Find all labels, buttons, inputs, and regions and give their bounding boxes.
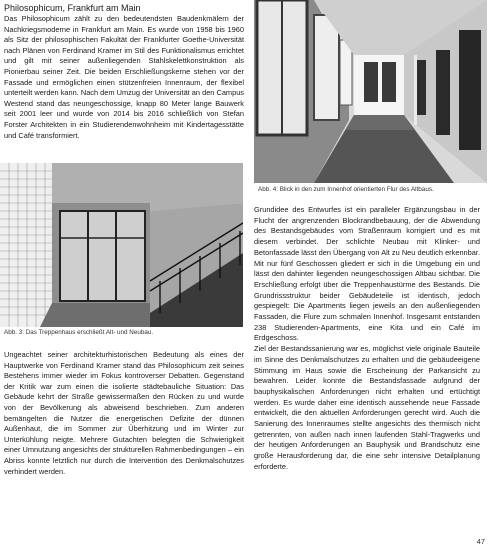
intro-column [4, 3, 244, 141]
left-bottom-column [4, 350, 244, 477]
caption-3: Abb. 3: Das Treppenhaus erschließt Alt- und Neubau. [4, 329, 154, 336]
right-column [254, 205, 480, 473]
design-paragraph: Grundidee des Entwurfes ist ein paralleler Ergänzungsbau in der Flucht der angrenzenden Blockrandbebauung, der die Abwendung des Bestandsgebäudes vom Straßenraum korrigiert und es mit diesem verbindet. Der schlichte Neubau mit Klinker- und Betonfassade lässt den Übergang von Alt zu Neu deutlich erkennbar. Mit nur fünf Geschossen gliedert er sich in die Umgebung ein und lässt den dahinter liegenden neungeschossigen Altbau sichtbar. Die Erschließung erfolgt über die Treppenhaustürme des Bestands. Die Grundrissstruktur beider Gebäudeteile ist identisch, jedoch gespiegelt: Die Apartments liegen jeweils an den außenliegenden Fassaden, die Flure zum schmalen Innenhof. Insgesamt entstanden 238 Studierenden-Apartments, eine Kita und ein Café im Erdgeschoss. [254, 205, 480, 343]
article-heading: Philosophicum, Frankfurt am Main [4, 3, 141, 13]
criticism-paragraph: Ungeachtet seiner architekturhistorischen Bedeutung als eines der Hauptwerke von Ferdinand Kramer stand das Philosophicum zeit seines Bestehens immer wieder im Fokus kontroverser Debatten. Gegenstand der Kritik war zum einen die isolierte städtebauliche Situation: Das Gebäude kehrt der Straße gewissermaßen den Rücken zu und wurde von der Bevölkerung als abweisend beschrieben. Zum anderen bemängelten die Nutzer die energetischen Defizite der dünnen Außenhaut, die im Sommer zur Überhitzung und im Winter zur Unterkühlung neigte. Mehrere Gutachten belegten die Schwierigkeit einer Umnutzung angesichts der strukturellen Rahmenbedingungen – ein Abriss konnte letztlich nur durch die Intervention des Denkmalschutzes verhindert werden. [4, 350, 244, 476]
caption-4: Abb. 4: Blick in den zum Innenhof orientierten Flur des Altbaus. [258, 186, 434, 193]
page-number: 47 [476, 537, 485, 546]
intro-paragraph: Das Philosophicum zählt zu den bedeutendsten Baudenkmälern der Nachkriegsmoderne in Frankfurt am Main. Es wurde von 1958 bis 1960 als Sitz der philosophischen Fakultät der Frankfurter Goethe-Universität nach Plänen von Ferdinand Kramer im Stil des Funktionalismus errichtet und gilt mit seiner außenliegenden Stahlskelettkonstruktion als Pionierbau seiner Zeit. Die beiden Erschließungskerne stehen vor der Fassade und ermöglichen einen stützenfreien Innenraum, der flexibel unterteilt werden kann. Nach dem Umzug der Universität an den Campus Westend stand das neungeschossige, knapp 80 Meter lange Bauwerk seit 2001 leer und wurde von 2014 bis 2016 schließlich von Stefan Forster Architekten in ein Studierendenwohnheim mit Kindertagesstätte und Café transformiert. [4, 14, 244, 140]
renovation-paragraph: Ziel der Bestandssanierung war es, möglichst viele originale Bauteile im Sinne des Denkmalschutzes zu erhalten und die gebäudeeigene Stimmung im Haus sowie die Erscheinung der Parkansicht zu bewahren. Leider konnte die Bestandsfassade aufgrund der bauphysikalischen Anforderungen nicht erhalten und ertüchtigt werden. Es wurde daher eine identisch aussehende neue Fassade entwickelt, die den aktuellen Anforderungen gerecht wird. Auch die Sanierung des Innenraumes stellte angesichts des thermisch nicht getrennten, von außen nach innen laufenden Stahl-Tragwerks und der heutigen Anforderungen an Bauphysik und Brandschutz eine große Herausforderung dar, die eine sehr intensive Detailplanung erforderte. [254, 344, 480, 471]
corridor-photo [254, 0, 487, 183]
staircase-photo [0, 163, 243, 327]
